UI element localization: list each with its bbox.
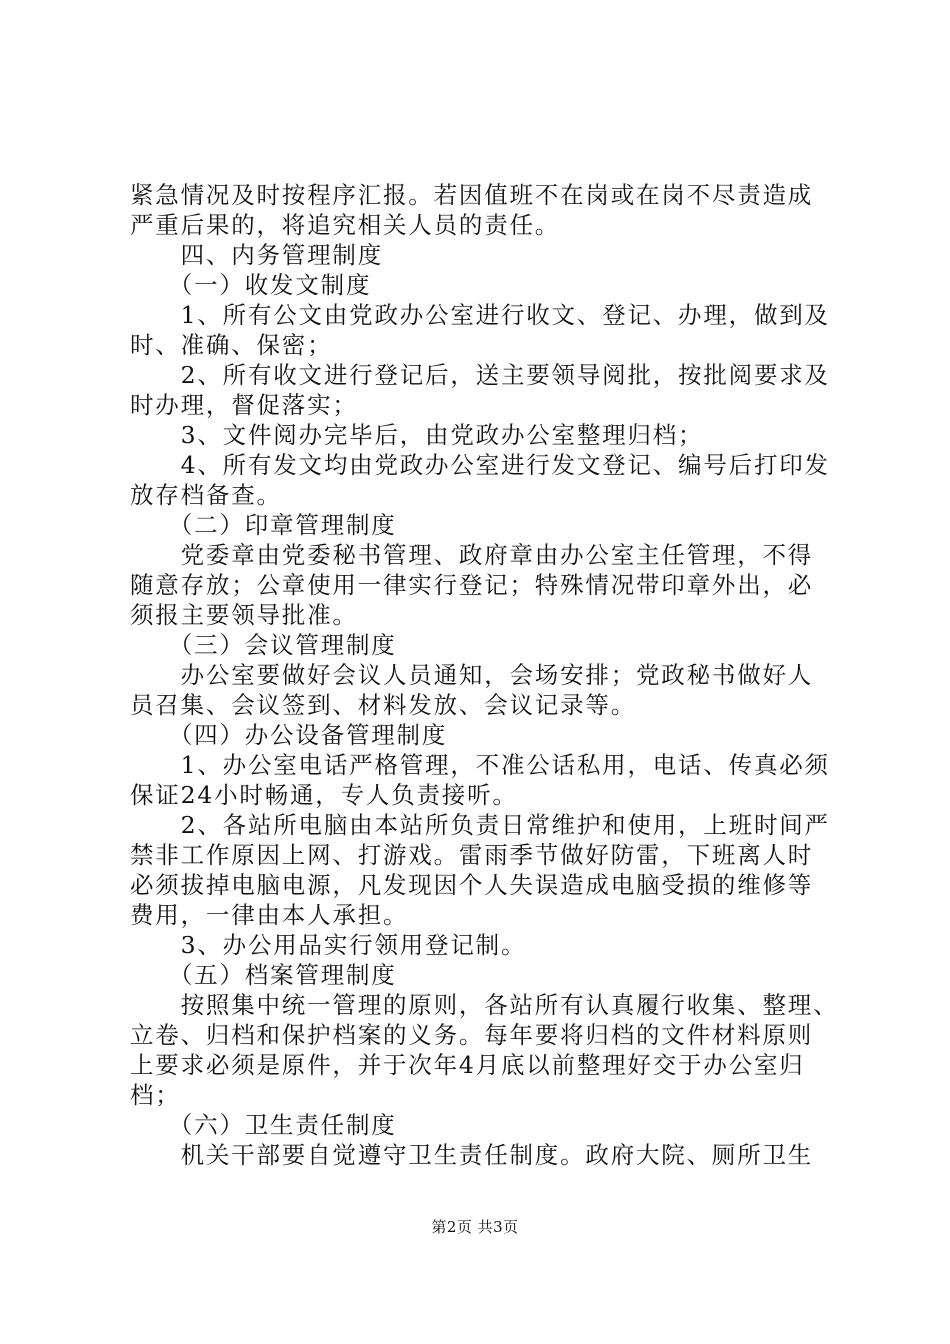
text-line: 上要求必须是原件，并于次年4月底以前整理好交于办公室归 <box>130 1051 805 1079</box>
text-line: 机关干部要自觉遵守卫生责任制度。政府大院、厕所卫生 <box>130 1141 814 1169</box>
text-line: 紧急情况及时按程序汇报。若因值班不在岗或在岗不尽责造成 <box>130 181 814 209</box>
text-line: 员召集、会议签到、材料发放、会议记录等。 <box>130 691 636 719</box>
text-line: 放存档备查。 <box>130 481 282 509</box>
text-line: 禁非工作原因上网、打游戏。雷雨季节做好防雷，下班离人时 <box>130 841 814 869</box>
text-line: 3、文件阅办完毕后，由党政办公室整理归档； <box>130 421 704 449</box>
text-line: 1、办公室电话严格管理，不准公话私用，电话、传真必须 <box>130 751 830 779</box>
text-line: 随意存放；公章使用一律实行登记；特殊情况带印章外出，必 <box>130 571 814 599</box>
text-line: 档； <box>130 1081 181 1109</box>
text-line: 4、所有发文均由党政办公室进行发文登记、编号后打印发 <box>130 451 830 479</box>
section-heading: 四、内务管理制度 <box>130 241 383 269</box>
text-line: 办公室要做好会议人员通知，会场安排；党政秘书做好人 <box>130 661 814 689</box>
text-line: 须报主要领导批准。 <box>130 601 358 629</box>
subsection-heading: （四）办公设备管理制度 <box>130 721 448 749</box>
text-line: 立卷、归档和保护档案的义务。每年要将归档的文件材料原则 <box>130 1021 814 1049</box>
text-line: 3、办公用品实行领用登记制。 <box>130 931 527 959</box>
text-line: 时、准确、保密； <box>130 331 333 359</box>
text-line: 按照集中统一管理的原则，各站所有认真履行收集、整理、 <box>130 991 839 1019</box>
text-line: 党委章由党委秘书管理、政府章由办公室主任管理，不得 <box>130 541 814 569</box>
text-line: 2、所有收文进行登记后，送主要领导阅批，按批阅要求及 <box>130 361 830 389</box>
text-line: 时办理，督促落实； <box>130 391 358 419</box>
subsection-heading: （六）卫生责任制度 <box>130 1111 397 1139</box>
text-line: 1、所有公文由党政办公室进行收文、登记、办理，做到及 <box>130 301 830 329</box>
text-line: 必须拔掉电脑电源，凡发现因个人失误造成电脑受损的维修等 <box>130 871 814 899</box>
text-line: 费用，一律由本人承担。 <box>130 901 409 929</box>
subsection-heading: （一）收发文制度 <box>130 271 372 299</box>
subsection-heading: （五）档案管理制度 <box>130 961 397 989</box>
text-line: 2、各站所电脑由本站所负责日常维护和使用，上班时间严 <box>130 811 830 839</box>
text-line: 保证24小时畅通，专人负责接听。 <box>130 781 518 809</box>
subsection-heading: （二）印章管理制度 <box>130 511 397 539</box>
subsection-heading: （三）会议管理制度 <box>130 631 397 659</box>
text-line: 严重后果的，将追究相关人员的责任。 <box>130 211 561 239</box>
page-footer: 第2页 共3页 <box>431 1218 519 1236</box>
